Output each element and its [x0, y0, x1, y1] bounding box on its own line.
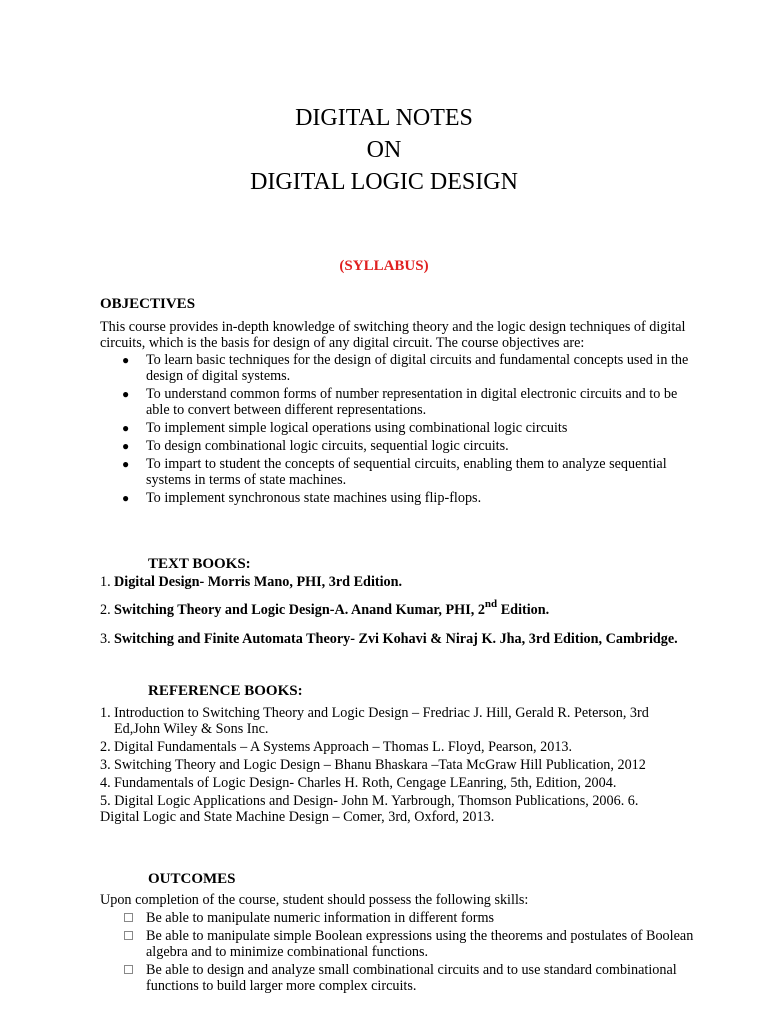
- item-number: 5.: [100, 793, 111, 809]
- objective-text: To understand common forms of number representation in digital electronic circuits and to be able to convert between different representations.: [146, 386, 678, 418]
- reference-text: Digital Logic Applications and Design- John M. Yarbrough, Thomson Publications, 2006. 6. Digital Logic and State Machine Design – Comer, 3rd, Oxford, 2013.: [100, 793, 639, 825]
- reference-text: Fundamentals of Logic Design- Charles H. Roth, Cengage LEanring, 5th, Edition, 2004.: [114, 775, 617, 791]
- outcome-item: [100, 910, 720, 926]
- reference-item: [100, 757, 680, 773]
- outcome-text: Be able to manipulate numeric information in different forms: [146, 910, 495, 926]
- objective-item: [100, 386, 700, 418]
- objective-item: [100, 420, 700, 436]
- objective-text: To impart to student the concepts of sequential circuits, enabling them to analyze sequential systems in terms of state machines.: [146, 456, 667, 488]
- item-number: 1.: [100, 574, 111, 590]
- title-line-3: DIGITAL LOGIC DESIGN: [250, 169, 518, 195]
- outcomes-list: [100, 910, 720, 996]
- bullet-icon: ●: [122, 387, 130, 401]
- objective-item: [100, 438, 700, 454]
- reference-text: Digital Fundamentals – A Systems Approach – Thomas L. Floyd, Pearson, 2013.: [114, 739, 573, 755]
- document-title: [0, 102, 768, 198]
- reference-books-heading: REFERENCE BOOKS:: [148, 683, 303, 699]
- text-books-heading: TEXT BOOKS:: [148, 556, 251, 572]
- objective-item: [100, 456, 700, 488]
- item-number: 1.: [100, 705, 111, 721]
- outcome-item: [100, 928, 720, 960]
- objectives-heading: OBJECTIVES: [100, 296, 196, 312]
- objective-text: To implement simple logical operations using combinational logic circuits: [146, 420, 568, 436]
- text-book-text: Switching Theory and Logic Design-A. Anand Kumar, PHI, 2: [114, 602, 485, 618]
- text-books-list: [100, 574, 680, 648]
- superscript: nd: [484, 598, 498, 610]
- reference-books-list: [100, 705, 680, 827]
- item-number: 2.: [100, 739, 111, 755]
- objective-text: To learn basic techniques for the design of digital circuits and fundamental concepts used in the design of digital systems.: [146, 352, 689, 384]
- syllabus-label: (SYLLABUS): [339, 258, 429, 274]
- reference-text: Switching Theory and Logic Design – Bhanu Bhaskara –Tata McGraw Hill Publication, 2012: [114, 757, 646, 773]
- item-number: 3.: [100, 631, 111, 647]
- text-book-text: Digital Design- Morris Mano, PHI, 3rd Edition.: [114, 574, 403, 590]
- text-book-item: [100, 631, 680, 648]
- text-book-text-end: Edition.: [497, 602, 550, 618]
- item-number: 4.: [100, 775, 111, 791]
- objectives-list: [100, 352, 700, 508]
- item-number: 2.: [100, 602, 111, 618]
- checkbox-square-icon: [124, 931, 133, 940]
- bullet-icon: ●: [122, 421, 130, 435]
- reference-item: [100, 793, 680, 825]
- bullet-icon: ●: [122, 353, 130, 367]
- text-book-text: Switching and Finite Automata Theory- Zvi Kohavi & Niraj K. Jha, 3rd Edition, Cambridge.: [114, 631, 678, 647]
- title-line-1: DIGITAL NOTES: [295, 105, 473, 131]
- checkbox-square-icon: [124, 913, 133, 922]
- outcome-text: Be able to design and analyze small combinational circuits and to use standard combinational functions to build larger more complex circuits.: [146, 962, 677, 994]
- outcomes-heading: OUTCOMES: [148, 871, 236, 887]
- objective-item: [100, 490, 700, 506]
- item-number: 3.: [100, 757, 111, 773]
- reference-text: Introduction to Switching Theory and Logic Design – Fredriac J. Hill, Gerald R. Peterson, 3rd Ed,John Wiley & Sons Inc.: [114, 705, 649, 737]
- objective-item: [100, 352, 700, 384]
- objective-text: To design combinational logic circuits, sequential logic circuits.: [146, 438, 509, 454]
- objectives-intro: This course provides in-depth knowledge of switching theory and the logic design techniques of digital circuits, which is the basis for design of any digital circuit. The course objectives are:: [100, 319, 686, 351]
- outcome-text: Be able to manipulate simple Boolean expressions using the theorems and postulates of Boolean algebra and to minimize combinational functions.: [146, 928, 694, 960]
- text-book-item: [100, 574, 680, 591]
- objective-text: To implement synchronous state machines using flip-flops.: [146, 490, 482, 506]
- bullet-icon: ●: [122, 491, 130, 505]
- title-line-2: ON: [366, 137, 402, 163]
- reference-item: [100, 739, 680, 755]
- bullet-icon: ●: [122, 457, 130, 471]
- bullet-icon: ●: [122, 439, 130, 453]
- reference-item: [100, 705, 680, 737]
- outcomes-intro: Upon completion of the course, student should possess the following skills:: [100, 892, 529, 908]
- text-book-item: [100, 598, 680, 620]
- reference-item: [100, 775, 680, 791]
- outcome-item: [100, 962, 720, 994]
- checkbox-square-icon: [124, 965, 133, 974]
